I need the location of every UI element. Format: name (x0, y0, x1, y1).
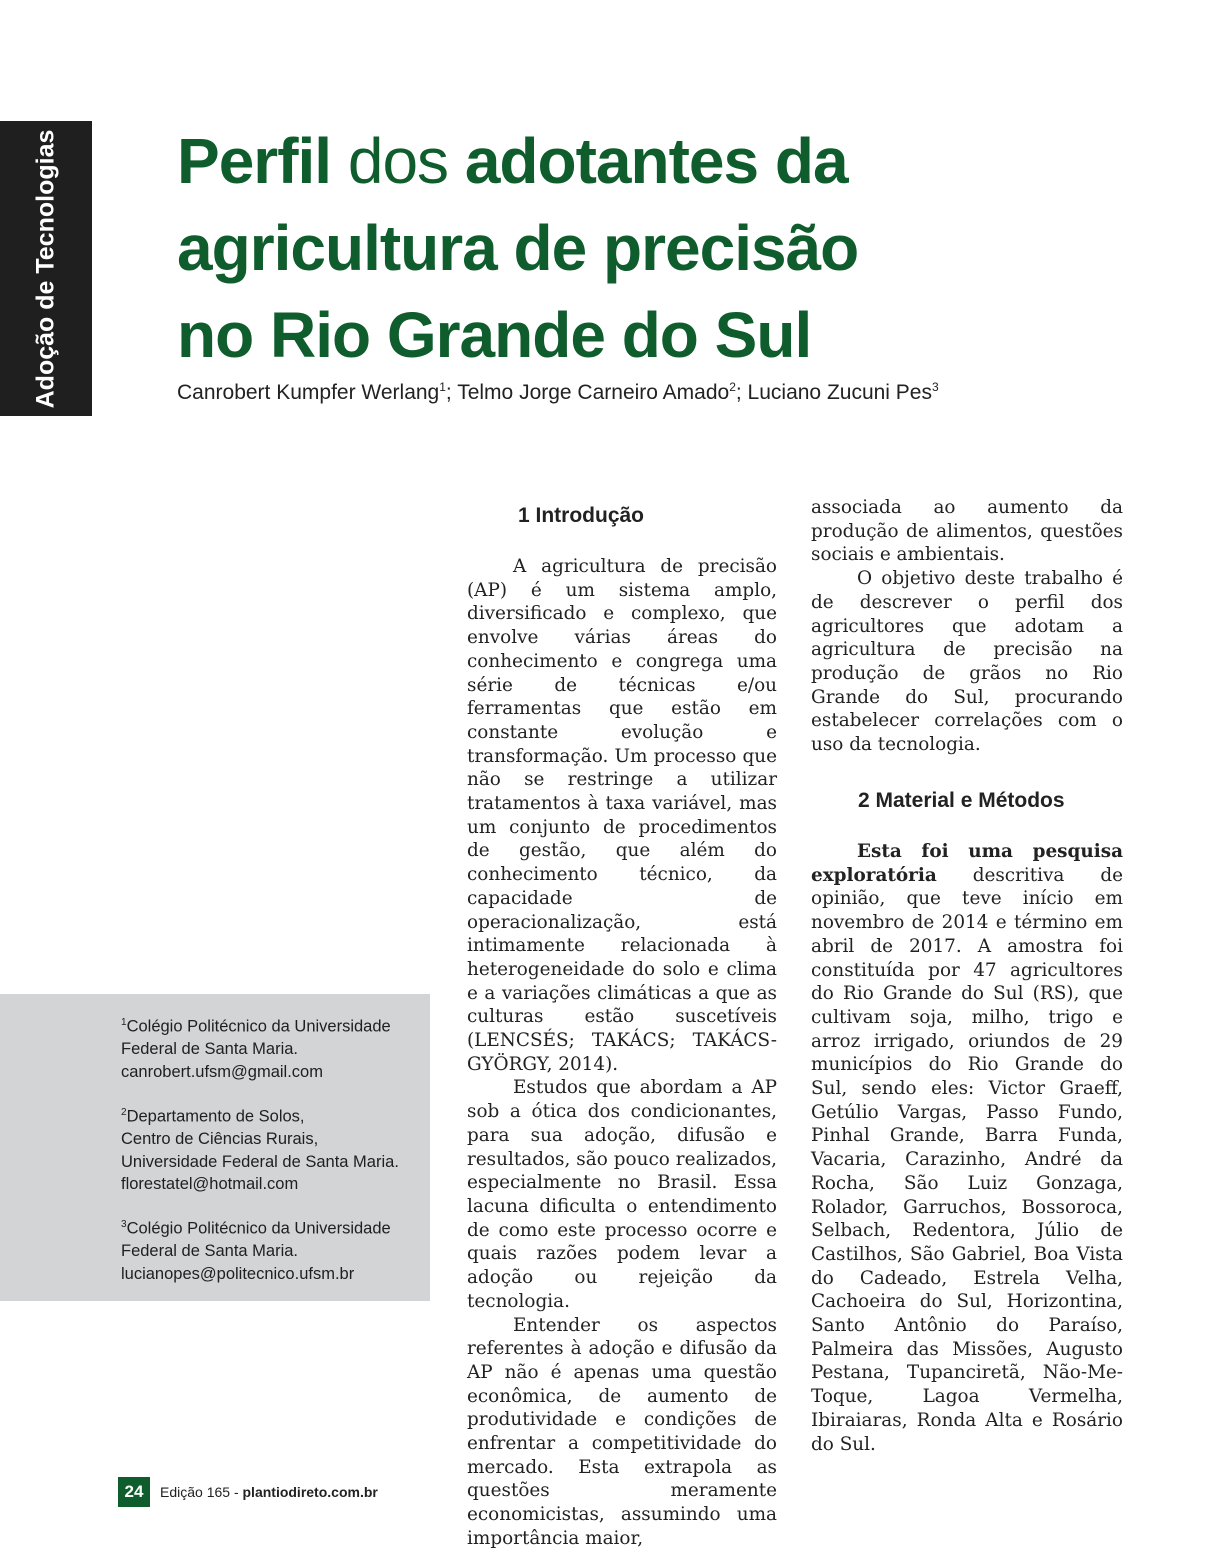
section-tab (0, 121, 92, 416)
author-affiliation-marker: 3 (932, 380, 939, 394)
author-list (177, 380, 939, 405)
affiliation-line: Departamento de Solos, (126, 1107, 305, 1126)
paragraph: Entender os aspectos referentes à adoção e difusão da AP não é apenas uma questão econômica, de aumento de produtividade e condições de enfrentar a competitividade do mercado. Esta extrapola as questões meramente economicistas, assumindo uma importância maior, (467, 1314, 777, 1549)
section-heading-introduction: 1 Introdução (518, 504, 645, 527)
affiliation-marker: 3 (121, 1219, 127, 1230)
text-column-2 (811, 496, 1123, 757)
title-line-2: agricultura de precisão (177, 212, 859, 284)
edition-label: Edição 165 - (160, 1484, 243, 1500)
author-name: ; Luciano Zucuni Pes (735, 381, 932, 404)
paragraph: Estudos que abordam a AP sob a ótica dos condicionantes, para sua adoção, difusão e resultados, são pouco realizados, especialmente no Brasil. Essa lacuna dificulta o entendimento de como este processo ocorre e quais razões podem levar a adoção ou rejeição da tecnologia. (467, 1077, 777, 1312)
affiliation-line: Centro de Ciências Rurais, (121, 1130, 319, 1148)
author-affiliation-marker: 2 (729, 380, 736, 394)
title-word-perfil: Perfil (177, 125, 332, 197)
title-word-dos: dos (331, 125, 465, 197)
affiliation-marker: 2 (121, 1107, 127, 1118)
title-word-adotantes: adotantes da (464, 125, 848, 197)
text-column-3 (811, 840, 1123, 1456)
author-affiliation-marker: 1 (439, 380, 446, 394)
affiliation-email: canrobert.ufsm@gmail.com (121, 1062, 323, 1081)
affiliation-3 (121, 1214, 421, 1285)
affiliation-email: lucianopes@politecnico.ufsm.br (121, 1264, 355, 1283)
paragraph (811, 840, 1123, 1456)
affiliation-line: Universidade Federal de Santa Maria. (121, 1152, 399, 1171)
title-line-3: no Rio Grande do Sul (177, 299, 812, 371)
section-tab-label: Adoção de Tecnologias (31, 129, 60, 409)
paragraph: O objetivo deste trabalho é de descrever o perfil dos agricultores que adotam a agricultura de precisão na produção de grãos no Rio Grande do Sul, procurando estabelecer correlações com o uso da tecnologia. (811, 568, 1123, 756)
affiliation-marker: 1 (121, 1017, 127, 1028)
paragraph: A agricultura de precisão (AP) é um sistema amplo, diversificado e complexo, que envolve várias áreas do conhecimento e congrega uma série de técnicas e/ou ferramentas que estão em constante evolução e transformação. Um processo que não se restringe a utilizar tratamentos à taxa variável, mas um conjunto de procedimentos de gestão, que além do conhecimento técnico, da capacidade de operacionalização, está intimamente relacionada à heterogeneidade do solo e clima e a variações climáticas a que as culturas estão suscetíveis (LENCSÉS; TAKÁCS; TAKÁCS-GYÖRGY, 2014). (467, 556, 777, 1075)
affiliation-line: Federal de Santa Maria. (121, 1040, 299, 1058)
paragraph-continuation: associada ao aumento da produção de alimentos, questões sociais e ambientais. (811, 497, 1123, 566)
text-column-1 (467, 555, 777, 1551)
article-title (177, 118, 1077, 379)
affiliation-line: Colégio Politécnico da Universidade (126, 1017, 391, 1036)
section-heading-methods: 2 Material e Métodos (858, 789, 1065, 812)
author-name: Canrobert Kumpfer Werlang (177, 381, 440, 404)
website-link[interactable]: plantiodireto.com.br (242, 1484, 378, 1500)
footer (160, 1484, 378, 1500)
affiliation-email: florestatel@hotmail.com (121, 1175, 299, 1193)
page-number: 24 (118, 1477, 150, 1507)
lead-in-bold: Esta foi uma pesquisa exploratória (811, 841, 1123, 886)
affiliation-1 (121, 1012, 421, 1083)
paragraph-text: descritiva de opinião, que teve início em novembro de 2014 e término em abril de 2017. A amostra foi constituída por 47 agricultores do Rio Grande do Sul (RS), que cultivam soja, milho, trigo e arroz irrigado, oriundos de 29 municípios do Rio Grande do Sul, sendo eles: Victor Graeff, Getúlio Vargas, Passo Fundo, Pinhal Grande, Barra Funda, Vacaria, Carazinho, André da Rocha, São Luiz Gonzaga, Rolador, Garruchos, Bossoroca, Selbach, Redentora, Júlio de Castilhos, São Gabriel, Boa Vista do Cadeado, Estrela Velha, Cachoeira do Sul, Horizontina, Santo Antônio do Paraíso, Palmeira das Missões, Augusto Pestana, Tupanciretã, Não-Me-Toque, Lagoa Vermelha, Ibiraiaras, Ronda Alta e Rosário do Sul. (811, 864, 1123, 1455)
affiliation-line: Federal de Santa Maria. (121, 1242, 299, 1260)
affiliation-line: Colégio Politécnico da Universidade (126, 1219, 391, 1238)
author-name: ; Telmo Jorge Carneiro Amado (445, 381, 730, 404)
affiliation-2 (121, 1102, 421, 1196)
